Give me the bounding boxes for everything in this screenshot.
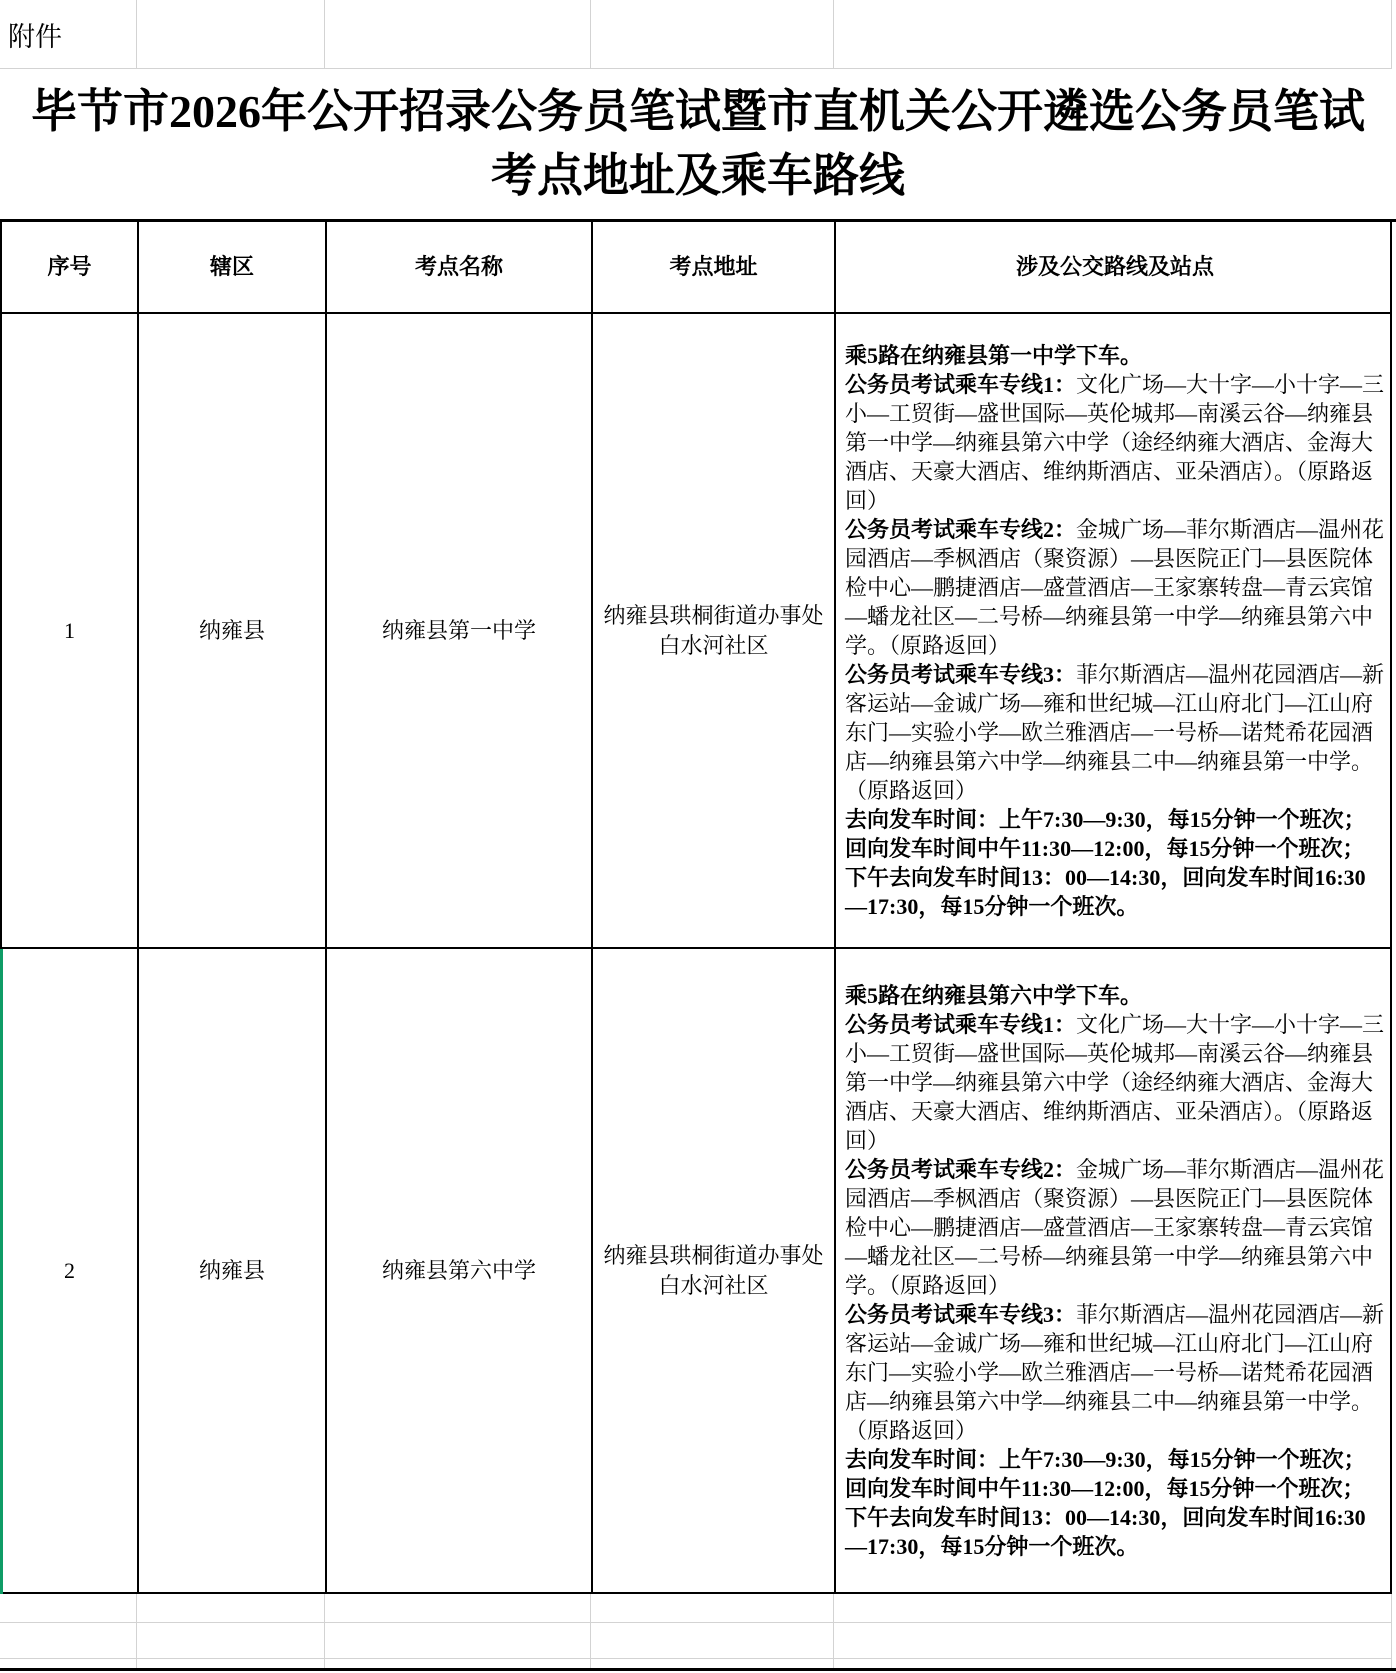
header-cell-site: 考点名称 xyxy=(327,222,593,312)
empty-cell xyxy=(325,1659,591,1668)
empty-cell xyxy=(137,1623,325,1658)
empty-grid-row xyxy=(0,1659,1392,1668)
attachment-row xyxy=(0,0,1392,69)
route-line-3-text: 菲尔斯酒店—温州花园酒店—新客运站—金诚广场—雍和世纪城—江山府北门—江山府东门—实验小学—欧兰雅酒店—一号桥—诺梵希花园酒店—纳雍县第六中学—纳雍县二中—纳雍县第一中学。（原路返回） xyxy=(845,1301,1385,1443)
empty-cell xyxy=(591,1594,834,1622)
empty-grid-row xyxy=(0,1594,1392,1623)
attachment-label: 附件 xyxy=(8,21,62,52)
route-line-1-text: 文化广场—大十字—小十字—三小—工贸街—盛世国际—英伦城邦—南溪云谷—纳雍县第一中学—纳雍县第六中学（途经纳雍大酒店、金海大酒店、天豪大酒店、维纳斯酒店、亚朵酒店）。（原路返回） xyxy=(845,371,1385,513)
empty-cell xyxy=(137,0,325,68)
header-cell-address: 考点地址 xyxy=(593,222,836,312)
empty-grid-row xyxy=(0,1623,1392,1659)
empty-cell xyxy=(834,1623,1392,1658)
table-row xyxy=(0,314,1392,949)
header-cell-routes: 涉及公交路线及站点 xyxy=(1015,254,1214,279)
selection-left-border xyxy=(0,949,3,1594)
cell-routes xyxy=(836,314,1394,947)
attachment-cell xyxy=(0,0,137,68)
route-line-3-text: 菲尔斯酒店—温州花园酒店—新客运站—金诚广场—雍和世纪城—江山府北门—江山府东门—实验小学—欧兰雅酒店—一号桥—诺梵希花园酒店—纳雍县第六中学—纳雍县二中—纳雍县第一中学。（原路返回） xyxy=(845,661,1385,803)
cell-seq: 1 xyxy=(2,314,139,947)
cell-district: 纳雍县 xyxy=(139,949,327,1592)
table-row xyxy=(0,949,1392,1594)
table-header-row xyxy=(0,222,1392,314)
route-line-1 xyxy=(845,1010,1386,1155)
route-line-2 xyxy=(845,515,1386,660)
empty-cell xyxy=(591,0,834,68)
route-schedule: 去向发车时间：上午7:30—9:30，每15分钟一个班次；回向发车时间中午11:30—12:00，每15分钟一个班次；下午去向发车时间13：00—14:30，回向发车时间16:30—17:30，每15分钟一个班次。 xyxy=(845,1446,1366,1559)
cell-district: 纳雍县 xyxy=(139,314,327,947)
route-line-3 xyxy=(845,1300,1386,1445)
route-line-2-label: 公务员考试乘车专线2： xyxy=(845,516,1077,542)
route-line-2-label: 公务员考试乘车专线2： xyxy=(845,1156,1077,1182)
empty-cell xyxy=(325,1594,591,1622)
cell-site-name: 纳雍县第六中学 xyxy=(327,949,593,1592)
cell-site-name: 纳雍县第一中学 xyxy=(327,314,593,947)
route-line-1-label: 公务员考试乘车专线1： xyxy=(845,1011,1077,1037)
empty-cell xyxy=(0,1659,137,1668)
route-line-2-text: 金城广场—菲尔斯酒店—温州花园酒店—季枫酒店（聚资源）—县医院正门—县医院体检中心—鹏捷酒店—盛萱酒店—王家寨转盘—青云宾馆—蟠龙社区—二号桥—纳雍县第一中学—纳雍县第六中学。（原路返回） xyxy=(845,516,1385,658)
route-line-1-text: 文化广场—大十字—小十字—三小—工贸街—盛世国际—英伦城邦—南溪云谷—纳雍县第一中学—纳雍县第六中学（途经纳雍大酒店、金海大酒店、天豪大酒店、维纳斯酒店、亚朵酒店）。（原路返回） xyxy=(845,1011,1385,1153)
route-line-2-text: 金城广场—菲尔斯酒店—温州花园酒店—季枫酒店（聚资源）—县医院正门—县医院体检中心—鹏捷酒店—盛萱酒店—王家寨转盘—青云宾馆—蟠龙社区—二号桥—纳雍县第一中学—纳雍县第六中学。（原路返回） xyxy=(845,1156,1385,1298)
empty-cell xyxy=(834,1594,1392,1622)
empty-cell xyxy=(834,0,1392,68)
cell-address: 纳雍县珙桐街道办事处白水河社区 xyxy=(593,949,836,1592)
empty-cell xyxy=(0,1623,137,1658)
empty-cell xyxy=(0,1594,137,1622)
route-line-1-label: 公务员考试乘车专线1： xyxy=(845,371,1077,397)
page-break-line xyxy=(0,1668,1396,1671)
route-line-3-label: 公务员考试乘车专线3： xyxy=(845,1301,1077,1327)
title-row xyxy=(0,69,1396,222)
route-line-3-label: 公务员考试乘车专线3： xyxy=(845,661,1077,687)
cell-address: 纳雍县珙桐街道办事处白水河社区 xyxy=(593,314,836,947)
route-line-1 xyxy=(845,370,1386,515)
empty-cell xyxy=(591,1623,834,1658)
empty-cell xyxy=(591,1659,834,1668)
cell-routes xyxy=(836,949,1394,1592)
header-cell-district: 辖区 xyxy=(139,222,327,312)
route-line-2 xyxy=(845,1155,1386,1300)
cell-seq: 2 xyxy=(2,949,139,1592)
route-notice: 乘5路在纳雍县第一中学下车。 xyxy=(845,342,1143,368)
route-notice: 乘5路在纳雍县第六中学下车。 xyxy=(845,982,1143,1008)
empty-cell xyxy=(834,1659,1392,1668)
route-schedule: 去向发车时间：上午7:30—9:30，每15分钟一个班次；回向发车时间中午11:30—12:00，每15分钟一个班次；下午去向发车时间13：00—14:30，回向发车时间16:30—17:30，每15分钟一个班次。 xyxy=(845,806,1366,919)
route-line-3 xyxy=(845,660,1386,805)
empty-cell xyxy=(325,0,591,68)
empty-cell xyxy=(137,1659,325,1668)
empty-cell xyxy=(325,1623,591,1658)
empty-cell xyxy=(137,1594,325,1622)
header-cell-seq: 序号 xyxy=(2,222,139,312)
document-title: 毕节市2026年公开招录公务员笔试暨市直机关公开遴选公务员笔试考点地址及乘车路线 xyxy=(31,86,1365,201)
